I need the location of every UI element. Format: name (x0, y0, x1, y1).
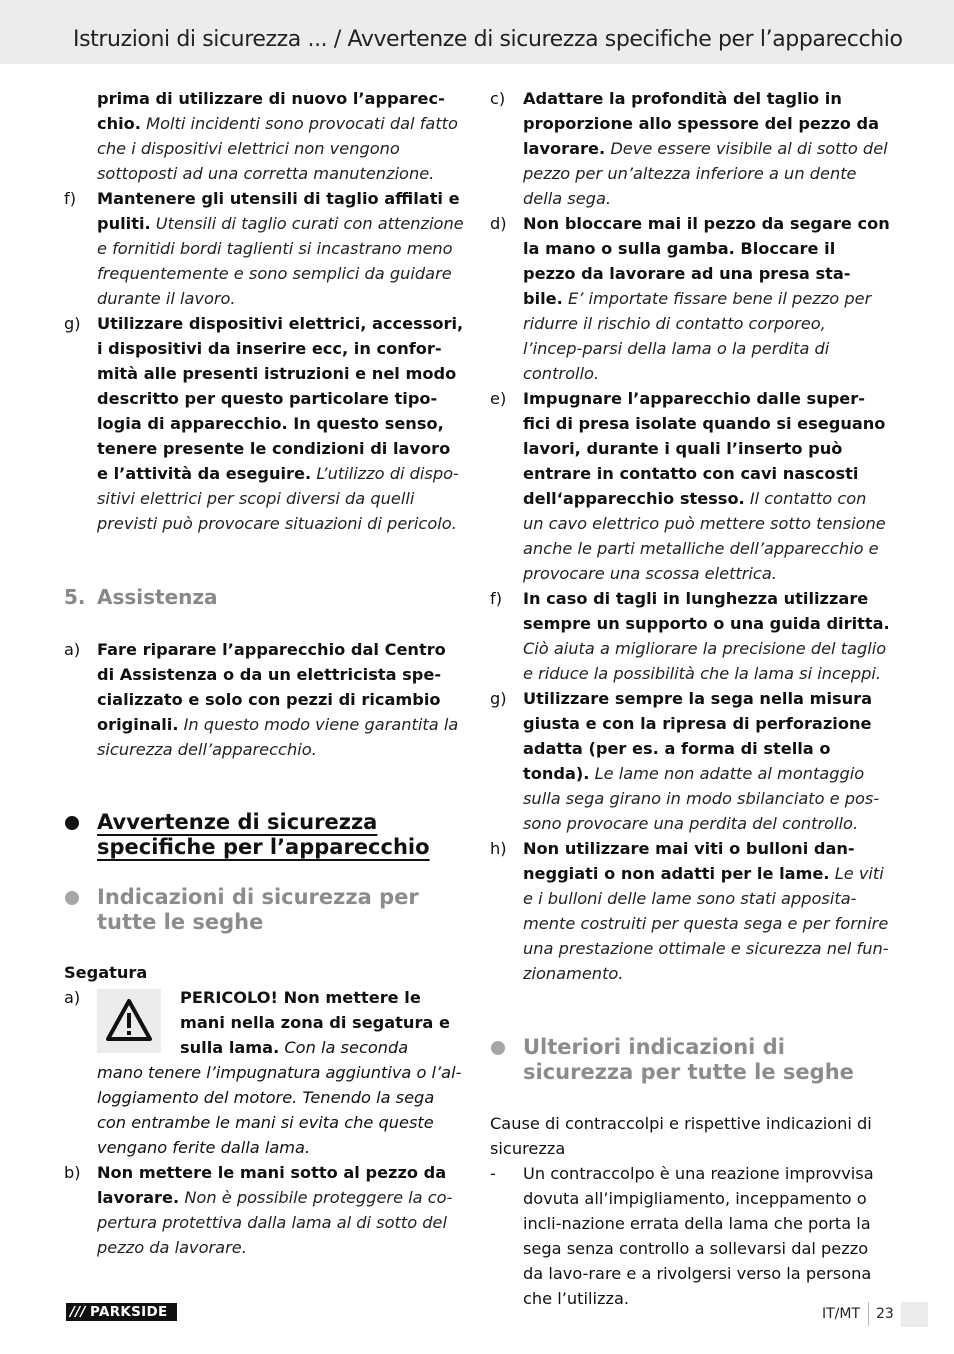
item-text: L’utilizzo di dispo-sitivi elettrici per scopi diversi da quelli previsti può provocare situazioni di pericolo. (97, 464, 459, 533)
item-label: h) (490, 839, 507, 858)
item-bold-text: Utilizzare dispositivi elettrici, accessori, i dispositivi da inserire ecc, in confor-mità alle presenti istruzioni e nel modo descritto per questo particolare tipo-logia di apparecchio. In questo senso, tenere presente le condizioni di lavoro e l’attività da eseguire. (97, 314, 464, 483)
item-text: In questo modo viene garantita la sicurezza dell’apparecchio. (97, 715, 459, 759)
heading-text: Avvertenze di sicurezza specifiche per l’apparecchio (97, 810, 430, 859)
item-bold-text: PERICOLO! Non mettere le mani nella zona di segatura e sulla lama. (180, 988, 450, 1057)
item-text: Non è possibile proteggere la co-pertura protettiva dalla lama al di sotto del pezzo da lavorare. (97, 1188, 453, 1257)
item-label: - (490, 1164, 496, 1183)
item-bold-text: Mantenere gli utensili di taglio affilati e puliti. (97, 189, 460, 233)
bullet-icon (65, 891, 79, 905)
logo-stripes: /// (70, 1304, 86, 1320)
item-label: d) (490, 214, 507, 233)
right-column (490, 86, 890, 1311)
item-label: a) (64, 988, 81, 1007)
bullet-icon (65, 816, 79, 830)
language-code: IT/MT (822, 1306, 861, 1322)
item-bold-text: prima di utilizzare di nuovo l’apparec-chio. (97, 89, 445, 133)
page-title: Istruzioni di sicurezza ... / Avvertenze di sicurezza specifiche per l’apparecchio (73, 27, 903, 52)
item-text: Con la seconda (279, 1038, 409, 1057)
left-column (64, 86, 464, 1260)
item-bold-text: Impugnare l’apparecchio dalle super-fici di presa isolate quando si eseguano lavori, durante i quali l’inserto può entrare in contatto con cavi nascosti dell‘apparecchio stesso. (523, 389, 886, 508)
item-text: Utensili di taglio curati con attenzione e fornitidi bordi taglienti si incastrano meno frequentemente e sono semplici da guidare durante il lavoro. (97, 214, 464, 308)
item-text: Le lame non adatte al montaggio sulla sega girano in modo sbilanciato e pos-sono provocare una perdita del controllo. (523, 764, 880, 833)
list-item-g (490, 686, 890, 836)
item-label: f) (490, 589, 503, 608)
list-item-e-continued (64, 86, 464, 186)
list-item-g (64, 311, 464, 536)
list-item-warning-a (64, 985, 464, 1060)
list-item-d (490, 211, 890, 386)
item-text: mano tenere l’impugnatura aggiuntiva o l’al-loggiamento del motore. Tenendo la sega con entrambe le mani si evita che queste vengano ferite dalla lama. (97, 1063, 462, 1157)
item-label: g) (490, 689, 507, 708)
item-bold-text: Non utilizzare mai viti o bulloni dan-neggiati o non adatti per le lame. (523, 839, 855, 883)
item-label: a) (64, 640, 81, 659)
warning-a-continued (64, 1060, 464, 1160)
item-label: e) (490, 389, 507, 408)
list-item-c (490, 86, 890, 211)
item-text: Il contatto con un cavo elettrico può mettere sotto tensione anche le parti metalliche dell’apparecchio e provocare una scossa elettrica. (523, 489, 886, 583)
item-text: Deve essere visibile al di sotto del pezzo per un’altezza inferiore a un dente della sega. (523, 139, 888, 208)
item-label: g) (64, 314, 81, 333)
page-number: 23 (876, 1306, 894, 1322)
item-text: Ciò aiuta a migliorare la precisione del taglio e riduce la possibilità che la lama si inceppi. (523, 639, 887, 683)
warning-triangle-icon (97, 989, 161, 1053)
heading-further-saws (490, 1035, 890, 1085)
logo-text: PARKSIDE (90, 1304, 168, 1320)
list-item-f (64, 186, 464, 311)
bullet-icon (491, 1041, 505, 1055)
section-heading-assistenza (64, 585, 464, 610)
dash-list-item (490, 1161, 890, 1311)
item-bold-text: Non mettere le mani sotto al pezzo da lavorare. (97, 1163, 447, 1207)
footer-tab-marker (901, 1302, 928, 1327)
item-bold-text: In caso di tagli in lunghezza utilizzare sempre un supporto o una guida diritta. (523, 589, 890, 633)
item-label: b) (64, 1163, 81, 1182)
parkside-logo (66, 1303, 177, 1321)
page-header (0, 0, 954, 64)
item-label: f) (64, 189, 77, 208)
item-bold-text: Fare riparare l’apparecchio dal Centro di Assistenza o da un elettricista spe-cializzato e solo con pezzi di ricambio originali. (97, 640, 446, 734)
heading-text: Indicazioni di sicurezza per tutte le seghe (97, 885, 419, 934)
list-item-h (490, 836, 890, 986)
item-text: Un contraccolpo è una reazione improvvisa dovuta all’impigliamento, inceppamento o incli-nazione errata della lama che porta la sega senza controllo a sollevarsi dal pezzo da lavo-rare e a rivolgersi verso la persona che l’utilizza. (523, 1164, 874, 1308)
item-bold-text: Utilizzare sempre la sega nella misura giusta e con la ripresa di perforazione adatta (per es. a forma di stella o tonda). (523, 689, 873, 783)
heading-text: Ulteriori indicazioni di sicurezza per tutte le seghe (523, 1035, 854, 1084)
section-number: 5. (64, 585, 86, 609)
item-text: Le viti e i bulloni delle lame sono stati apposita-mente costruiti per questa sega e per fornire una prestazione ottimale e sicurezza nel fun-zionamento. (523, 864, 889, 983)
subheading-segatura: Segatura (64, 963, 148, 982)
list-item-e (490, 386, 890, 586)
section-title: Assistenza (97, 585, 218, 609)
item-label: c) (490, 89, 506, 108)
item-bold-text: Adattare la profondità del taglio in proporzione allo spessore del pezzo da lavorare. (523, 89, 880, 158)
list-item-f (490, 586, 890, 686)
list-item-5a (64, 637, 464, 762)
intro-text: Cause di contraccolpi e rispettive indicazioni di sicurezza (490, 1114, 872, 1158)
footer-divider (868, 1302, 869, 1326)
item-text: Molti incidenti sono provocati dal fatto che i dispositivi elettrici non vengono sottoposti ad una corretta manutenzione. (97, 114, 458, 183)
list-item-warning-b (64, 1160, 464, 1260)
heading-all-saws (64, 885, 464, 935)
item-bold-text: Non bloccare mai il pezzo da segare con la mano o sulla gamba. Bloccare il pezzo da lavorare ad una presa sta-bile. (523, 214, 890, 308)
item-text: E’ importate fissare bene il pezzo per ridurre il rischio di contatto corporeo, l’incep-parsi della lama o la perdita di controllo. (523, 289, 872, 383)
heading-specific-warnings (64, 810, 464, 860)
